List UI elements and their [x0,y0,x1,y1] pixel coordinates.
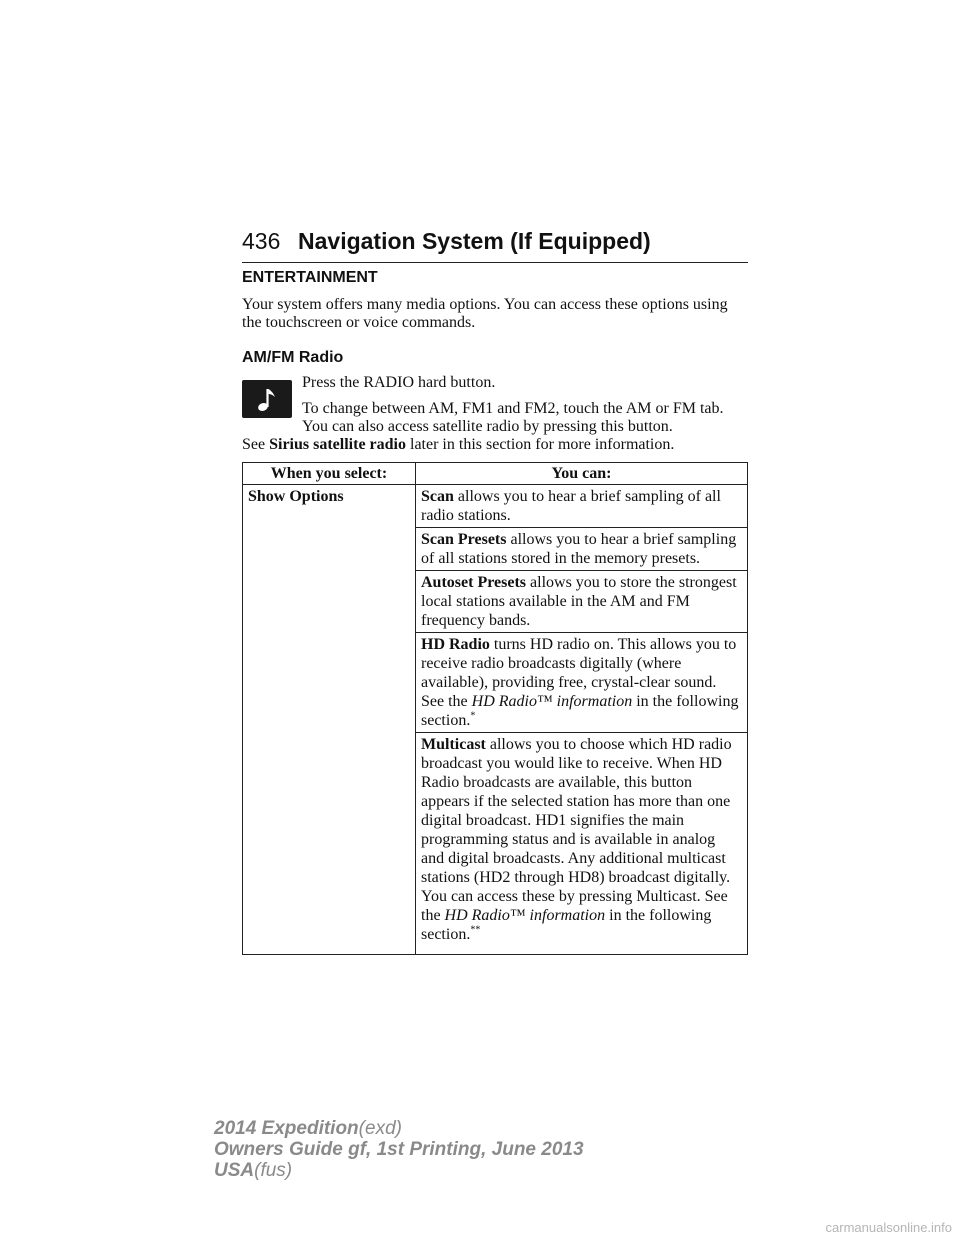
option-multicast: Multicast allows you to choose which HD radio broadcast you would like to receive. When HD Radio broadcasts are available, this button appears if the selected station has more than one digital broadcast. HD1 signifies the main programming status and is available in analog and digital broadcasts. Any additional multicast stations (HD2 through HD8) broadcast digitally. You can access these by pressing Multicast. See the HD Radio™ information in the following section.** [416,733,748,955]
entertainment-intro: Your system offers many media options. You can access these options using the touchscreen or voice commands. [242,296,728,331]
footer-line-3: USA(fus) [214,1160,293,1181]
col-header-can: You can: [416,463,748,485]
radio-step-2: To change between AM, FM1 and FM2, touch the AM or FM tab. You can also access satellite radio by pressing this button. [302,400,724,435]
am-fm-radio-heading: AM/FM Radio [242,349,344,366]
entertainment-heading: ENTERTAINMENT [242,269,378,286]
option-scan-presets: Scan Presets allows you to hear a brief sampling of all stations stored in the memory presets. [416,528,748,571]
footer-line-1: 2014 Expedition(exd) [214,1118,402,1139]
page-content [242,268,748,955]
radio-step-1: Press the RADIO hard button. [302,374,496,391]
sirius-link: Sirius satellite radio [265,436,406,453]
page-footer [214,1118,584,1181]
radio-instructions [242,374,748,454]
col-header-select: When you select: [243,463,416,485]
row-label-show-options: Show Options [243,485,416,955]
footer-line-2: Owners Guide gf, 1st Printing, June 2013 [214,1139,584,1160]
section-title: Navigation System (If Equipped) [298,228,651,254]
option-autoset-presets: Autoset Presets allows you to store the strongest local stations available in the AM and FM frequency bands. [416,571,748,633]
page-header [242,228,748,263]
page-number: 436 [242,228,281,254]
watermark-text: carmanualsonline.info [825,1220,952,1235]
option-scan: Scan allows you to hear a brief sampling of all radio stations. [416,485,748,528]
music-note-icon [242,380,292,418]
radio-see-also: See Sirius satellite radio later in this section for more information. [242,436,675,453]
radio-options-table [242,462,748,955]
option-hd-radio: HD Radio turns HD radio on. This allows you to receive radio broadcasts digitally (where available), providing free, crystal-clear sound. See the HD Radio™ information in the following section.* [416,633,748,733]
